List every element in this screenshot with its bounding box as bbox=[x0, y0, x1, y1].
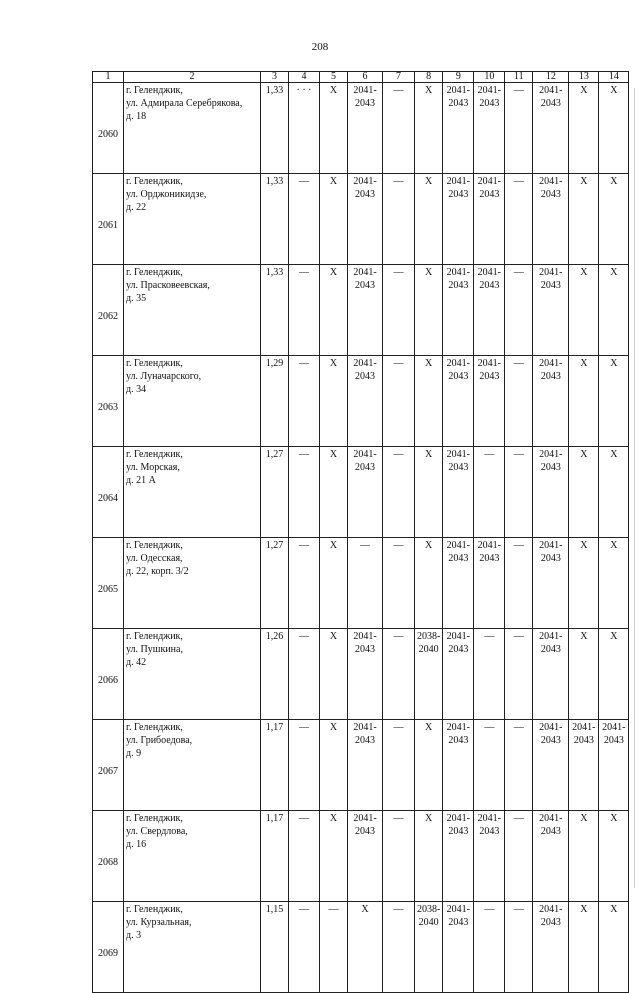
row-number: 2062 bbox=[93, 265, 124, 356]
cell-col-10: 2041- 2043 bbox=[474, 538, 505, 629]
address-city: г. Геленджик, bbox=[126, 85, 183, 96]
cell-col-7: — bbox=[383, 629, 415, 720]
cell-col-5: X bbox=[320, 538, 348, 629]
address-house: д. 35 bbox=[126, 293, 147, 304]
cell-col-3: 1,29 bbox=[261, 356, 289, 447]
table-row bbox=[93, 356, 629, 447]
address-house: д. 9 bbox=[126, 748, 142, 759]
address-house: д. 18 bbox=[126, 111, 147, 122]
cell-col-7: — bbox=[383, 265, 415, 356]
cell-col-3: 1,17 bbox=[261, 811, 289, 902]
cell-col-5: X bbox=[320, 629, 348, 720]
row-number: 2067 bbox=[93, 720, 124, 811]
cell-col-4: — bbox=[289, 447, 320, 538]
cell-col-10: 2041- 2043 bbox=[474, 83, 505, 174]
address-cell bbox=[124, 811, 261, 902]
table-row bbox=[93, 83, 629, 174]
cell-col-5: X bbox=[320, 265, 348, 356]
table-body bbox=[93, 72, 629, 993]
cell-col-6: 2041- 2043 bbox=[348, 720, 383, 811]
cell-col-6: 2041- 2043 bbox=[348, 83, 383, 174]
cell-col-11: — bbox=[505, 811, 533, 902]
address-cell bbox=[124, 629, 261, 720]
address-street: ул. Свердлова, bbox=[126, 826, 188, 837]
cell-col-7: — bbox=[383, 174, 415, 265]
cell-col-9: 2041- 2043 bbox=[443, 902, 474, 993]
cell-col-13: X bbox=[569, 356, 599, 447]
cell-col-13: X bbox=[569, 174, 599, 265]
column-header: 12 bbox=[533, 72, 569, 83]
table-row bbox=[93, 902, 629, 993]
cell-col-6: 2041- 2043 bbox=[348, 265, 383, 356]
cell-col-11: — bbox=[505, 174, 533, 265]
cell-col-3: 1,15 bbox=[261, 902, 289, 993]
cell-col-6: 2041- 2043 bbox=[348, 356, 383, 447]
cell-col-5: X bbox=[320, 83, 348, 174]
cell-col-12: 2041- 2043 bbox=[533, 538, 569, 629]
address-city: г. Геленджик, bbox=[126, 813, 183, 824]
cell-col-3: 1,33 bbox=[261, 265, 289, 356]
address-cell bbox=[124, 174, 261, 265]
cell-col-13: X bbox=[569, 83, 599, 174]
cell-col-11: — bbox=[505, 265, 533, 356]
cell-col-4: — bbox=[289, 629, 320, 720]
cell-col-6: 2041- 2043 bbox=[348, 811, 383, 902]
scan-edge-line bbox=[634, 88, 635, 888]
cell-col-12: 2041- 2043 bbox=[533, 720, 569, 811]
cell-col-3: 1,26 bbox=[261, 629, 289, 720]
cell-col-8: X bbox=[415, 447, 443, 538]
cell-col-7: — bbox=[383, 83, 415, 174]
cell-col-10: — bbox=[474, 902, 505, 993]
cell-col-7: — bbox=[383, 356, 415, 447]
column-header: 9 bbox=[443, 72, 474, 83]
column-header: 6 bbox=[348, 72, 383, 83]
address-street: ул. Морская, bbox=[126, 462, 180, 473]
cell-col-6: — bbox=[348, 538, 383, 629]
cell-col-4: — bbox=[289, 811, 320, 902]
cell-col-14: X bbox=[599, 629, 629, 720]
table-row bbox=[93, 538, 629, 629]
row-number: 2063 bbox=[93, 356, 124, 447]
address-cell bbox=[124, 83, 261, 174]
cell-col-9: 2041- 2043 bbox=[443, 629, 474, 720]
cell-col-10: 2041- 2043 bbox=[474, 356, 505, 447]
cell-col-7: — bbox=[383, 720, 415, 811]
address-cell bbox=[124, 265, 261, 356]
cell-col-8: X bbox=[415, 720, 443, 811]
column-header: 13 bbox=[569, 72, 599, 83]
address-city: г. Геленджик, bbox=[126, 449, 183, 460]
cell-col-13: 2041- 2043 bbox=[569, 720, 599, 811]
address-city: г. Геленджик, bbox=[126, 176, 183, 187]
cell-col-4: — bbox=[289, 265, 320, 356]
cell-col-4: — bbox=[289, 720, 320, 811]
cell-col-14: X bbox=[599, 447, 629, 538]
cell-col-6: 2041- 2043 bbox=[348, 629, 383, 720]
table-row bbox=[93, 174, 629, 265]
column-header: 1 bbox=[93, 72, 124, 83]
cell-col-12: 2041- 2043 bbox=[533, 629, 569, 720]
address-city: г. Геленджик, bbox=[126, 540, 183, 551]
address-street: ул. Прасковеевская, bbox=[126, 280, 210, 291]
cell-col-9: 2041- 2043 bbox=[443, 174, 474, 265]
data-table bbox=[92, 71, 629, 993]
cell-col-7: — bbox=[383, 447, 415, 538]
cell-col-5: X bbox=[320, 811, 348, 902]
page-number: 208 bbox=[311, 41, 329, 53]
row-number: 2066 bbox=[93, 629, 124, 720]
cell-col-10: — bbox=[474, 720, 505, 811]
table-row bbox=[93, 720, 629, 811]
cell-col-3: 1,33 bbox=[261, 83, 289, 174]
cell-col-14: X bbox=[599, 811, 629, 902]
address-street: ул. Одесская, bbox=[126, 553, 183, 564]
address-house: д. 22 bbox=[126, 202, 147, 213]
cell-col-6: X bbox=[348, 902, 383, 993]
cell-col-14: X bbox=[599, 538, 629, 629]
row-number: 2065 bbox=[93, 538, 124, 629]
cell-col-10: — bbox=[474, 447, 505, 538]
address-street: ул. Курзальная, bbox=[126, 917, 192, 928]
cell-col-4: — bbox=[289, 902, 320, 993]
row-number: 2061 bbox=[93, 174, 124, 265]
address-house: д. 42 bbox=[126, 657, 147, 668]
table-row bbox=[93, 265, 629, 356]
column-header: 4 bbox=[289, 72, 320, 83]
address-city: г. Геленджик, bbox=[126, 904, 183, 915]
cell-col-14: X bbox=[599, 265, 629, 356]
cell-col-4: — bbox=[289, 538, 320, 629]
column-header: 14 bbox=[599, 72, 629, 83]
cell-col-4: — bbox=[289, 174, 320, 265]
address-street: ул. Адмирала Серебрякова, bbox=[126, 98, 243, 109]
cell-col-11: — bbox=[505, 720, 533, 811]
cell-col-8: X bbox=[415, 811, 443, 902]
cell-col-12: 2041- 2043 bbox=[533, 265, 569, 356]
cell-col-12: 2041- 2043 bbox=[533, 174, 569, 265]
cell-col-8: 2038- 2040 bbox=[415, 629, 443, 720]
cell-col-10: — bbox=[474, 629, 505, 720]
address-street: ул. Орджоникидзе, bbox=[126, 189, 207, 200]
cell-col-13: X bbox=[569, 265, 599, 356]
cell-col-10: 2041- 2043 bbox=[474, 174, 505, 265]
cell-col-11: — bbox=[505, 447, 533, 538]
cell-col-8: X bbox=[415, 356, 443, 447]
cell-col-3: 1,17 bbox=[261, 720, 289, 811]
cell-col-13: X bbox=[569, 902, 599, 993]
row-number: 2060 bbox=[93, 83, 124, 174]
table-row bbox=[93, 447, 629, 538]
address-house: д. 3 bbox=[126, 930, 142, 941]
address-house: д. 34 bbox=[126, 384, 147, 395]
header-row bbox=[93, 72, 629, 83]
address-house: д. 16 bbox=[126, 839, 147, 850]
cell-col-5: — bbox=[320, 902, 348, 993]
column-header: 11 bbox=[505, 72, 533, 83]
column-header: 5 bbox=[320, 72, 348, 83]
cell-col-11: — bbox=[505, 83, 533, 174]
cell-col-5: X bbox=[320, 720, 348, 811]
cell-col-6: 2041- 2043 bbox=[348, 174, 383, 265]
cell-col-8: 2038- 2040 bbox=[415, 902, 443, 993]
cell-col-4: · · · bbox=[289, 83, 320, 174]
cell-col-7: — bbox=[383, 902, 415, 993]
cell-col-14: 2041- 2043 bbox=[599, 720, 629, 811]
address-city: г. Геленджик, bbox=[126, 631, 183, 642]
cell-col-12: 2041- 2043 bbox=[533, 356, 569, 447]
address-house: д. 22, корп. 3/2 bbox=[126, 566, 189, 577]
cell-col-12: 2041- 2043 bbox=[533, 811, 569, 902]
address-house: д. 21 А bbox=[126, 475, 156, 486]
cell-col-13: X bbox=[569, 629, 599, 720]
address-cell bbox=[124, 447, 261, 538]
column-header: 2 bbox=[124, 72, 261, 83]
cell-col-9: 2041- 2043 bbox=[443, 265, 474, 356]
address-city: г. Геленджик, bbox=[126, 267, 183, 278]
cell-col-9: 2041- 2043 bbox=[443, 83, 474, 174]
column-header: 10 bbox=[474, 72, 505, 83]
cell-col-14: X bbox=[599, 83, 629, 174]
address-cell bbox=[124, 902, 261, 993]
cell-col-9: 2041- 2043 bbox=[443, 447, 474, 538]
cell-col-13: X bbox=[569, 811, 599, 902]
cell-col-13: X bbox=[569, 538, 599, 629]
cell-col-8: X bbox=[415, 174, 443, 265]
row-number: 2069 bbox=[93, 902, 124, 993]
cell-col-9: 2041- 2043 bbox=[443, 538, 474, 629]
cell-col-9: 2041- 2043 bbox=[443, 811, 474, 902]
cell-col-7: — bbox=[383, 538, 415, 629]
cell-col-6: 2041- 2043 bbox=[348, 447, 383, 538]
row-number: 2064 bbox=[93, 447, 124, 538]
address-street: ул. Грибоедова, bbox=[126, 735, 193, 746]
cell-col-11: — bbox=[505, 902, 533, 993]
address-city: г. Геленджик, bbox=[126, 722, 183, 733]
column-header: 7 bbox=[383, 72, 415, 83]
cell-col-9: 2041- 2043 bbox=[443, 720, 474, 811]
cell-col-10: 2041- 2043 bbox=[474, 265, 505, 356]
cell-col-14: X bbox=[599, 174, 629, 265]
cell-col-11: — bbox=[505, 629, 533, 720]
cell-col-11: — bbox=[505, 356, 533, 447]
address-cell bbox=[124, 356, 261, 447]
cell-col-13: X bbox=[569, 447, 599, 538]
cell-col-5: X bbox=[320, 447, 348, 538]
cell-col-3: 1,27 bbox=[261, 447, 289, 538]
table-row bbox=[93, 811, 629, 902]
address-city: г. Геленджик, bbox=[126, 358, 183, 369]
cell-col-5: X bbox=[320, 356, 348, 447]
cell-col-8: X bbox=[415, 265, 443, 356]
cell-col-4: — bbox=[289, 356, 320, 447]
cell-col-7: — bbox=[383, 811, 415, 902]
table-row bbox=[93, 629, 629, 720]
cell-col-5: X bbox=[320, 174, 348, 265]
cell-col-8: X bbox=[415, 538, 443, 629]
cell-col-14: X bbox=[599, 902, 629, 993]
cell-col-14: X bbox=[599, 356, 629, 447]
row-number: 2068 bbox=[93, 811, 124, 902]
cell-col-12: 2041- 2043 bbox=[533, 447, 569, 538]
column-header: 3 bbox=[261, 72, 289, 83]
cell-col-10: 2041- 2043 bbox=[474, 811, 505, 902]
cell-col-3: 1,27 bbox=[261, 538, 289, 629]
column-header: 8 bbox=[415, 72, 443, 83]
cell-col-3: 1,33 bbox=[261, 174, 289, 265]
cell-col-12: 2041- 2043 bbox=[533, 83, 569, 174]
cell-col-8: X bbox=[415, 83, 443, 174]
address-cell bbox=[124, 538, 261, 629]
cell-col-11: — bbox=[505, 538, 533, 629]
address-cell bbox=[124, 720, 261, 811]
cell-col-12: 2041- 2043 bbox=[533, 902, 569, 993]
cell-col-9: 2041- 2043 bbox=[443, 356, 474, 447]
address-street: ул. Пушкина, bbox=[126, 644, 183, 655]
address-street: ул. Луначарского, bbox=[126, 371, 202, 382]
